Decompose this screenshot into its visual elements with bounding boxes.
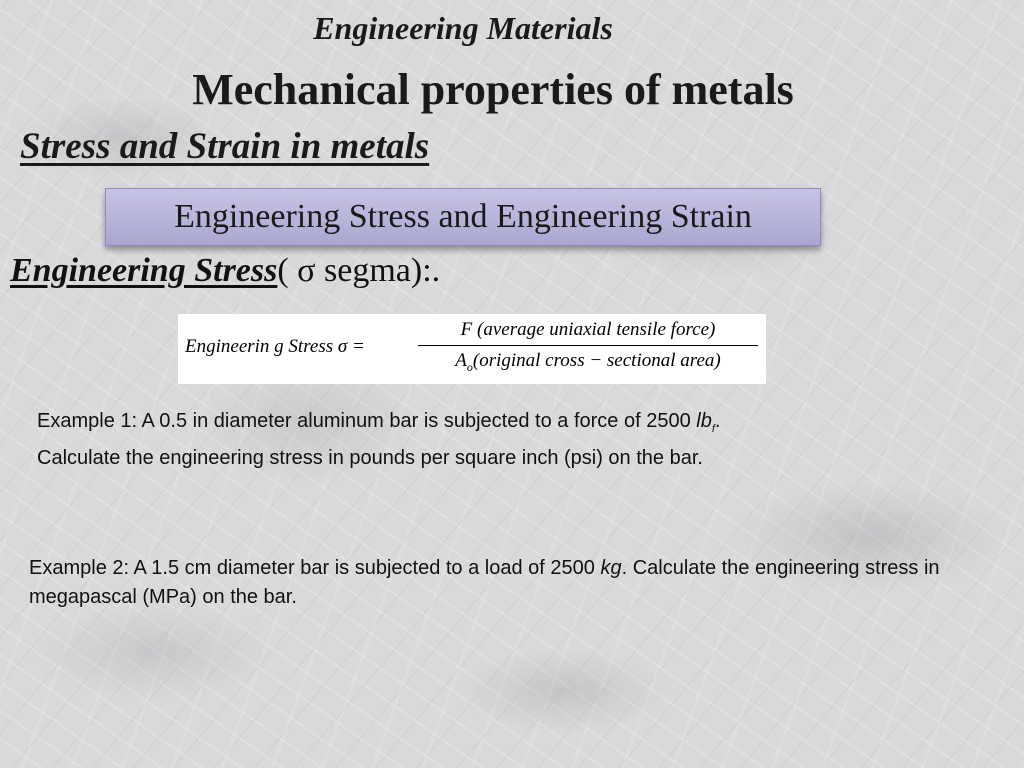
example-2-text: Example 2: A 1.5 cm diameter bar is subjected to a load of 2500 <box>29 557 601 579</box>
topic-banner <box>105 188 821 246</box>
example-1-unit-subscript: f <box>711 423 715 435</box>
subject-heading: Engineering Materials <box>313 10 613 46</box>
example-2-suffix: . Calculate the engineering stress in megapascal (MPa) on the bar. <box>29 557 940 608</box>
denominator-rest: (original cross − sectional area) <box>472 350 721 371</box>
example-1-suffix: . <box>714 410 721 432</box>
example-1 <box>37 407 997 473</box>
example-1-line-2: Calculate the engineering stress in pounds per square inch (psi) on the bar. <box>37 447 703 469</box>
slide-title: Mechanical properties of metals <box>192 65 794 114</box>
fraction-bar <box>418 345 758 346</box>
formula-denominator <box>418 348 758 380</box>
example-2 <box>29 554 989 612</box>
example-1-unit-base: lb <box>696 410 712 432</box>
denominator-subscript: o <box>466 359 473 374</box>
definition-rest: ( σ segma):. <box>277 252 441 289</box>
section-heading: Stress and Strain in metals <box>20 126 430 167</box>
formula-fraction <box>418 317 758 380</box>
definition-line <box>10 252 440 290</box>
example-1-text: Example 1: A 0.5 in diameter aluminum bar is subjected to a force of 2500 <box>37 410 697 432</box>
formula-numerator: F (average uniaxial tensile force) <box>460 319 716 340</box>
definition-term: Engineering Stress <box>10 252 278 289</box>
example-1-unit <box>696 410 715 435</box>
example-1-line-1 <box>37 407 997 444</box>
example-2-unit: kg <box>600 557 622 579</box>
topic-banner-label: Engineering Stress and Engineering Strain <box>174 198 752 235</box>
formula-lhs: Engineerin g Stress σ = <box>185 336 365 357</box>
stress-formula <box>178 314 766 384</box>
denominator-symbol: A <box>455 350 467 371</box>
